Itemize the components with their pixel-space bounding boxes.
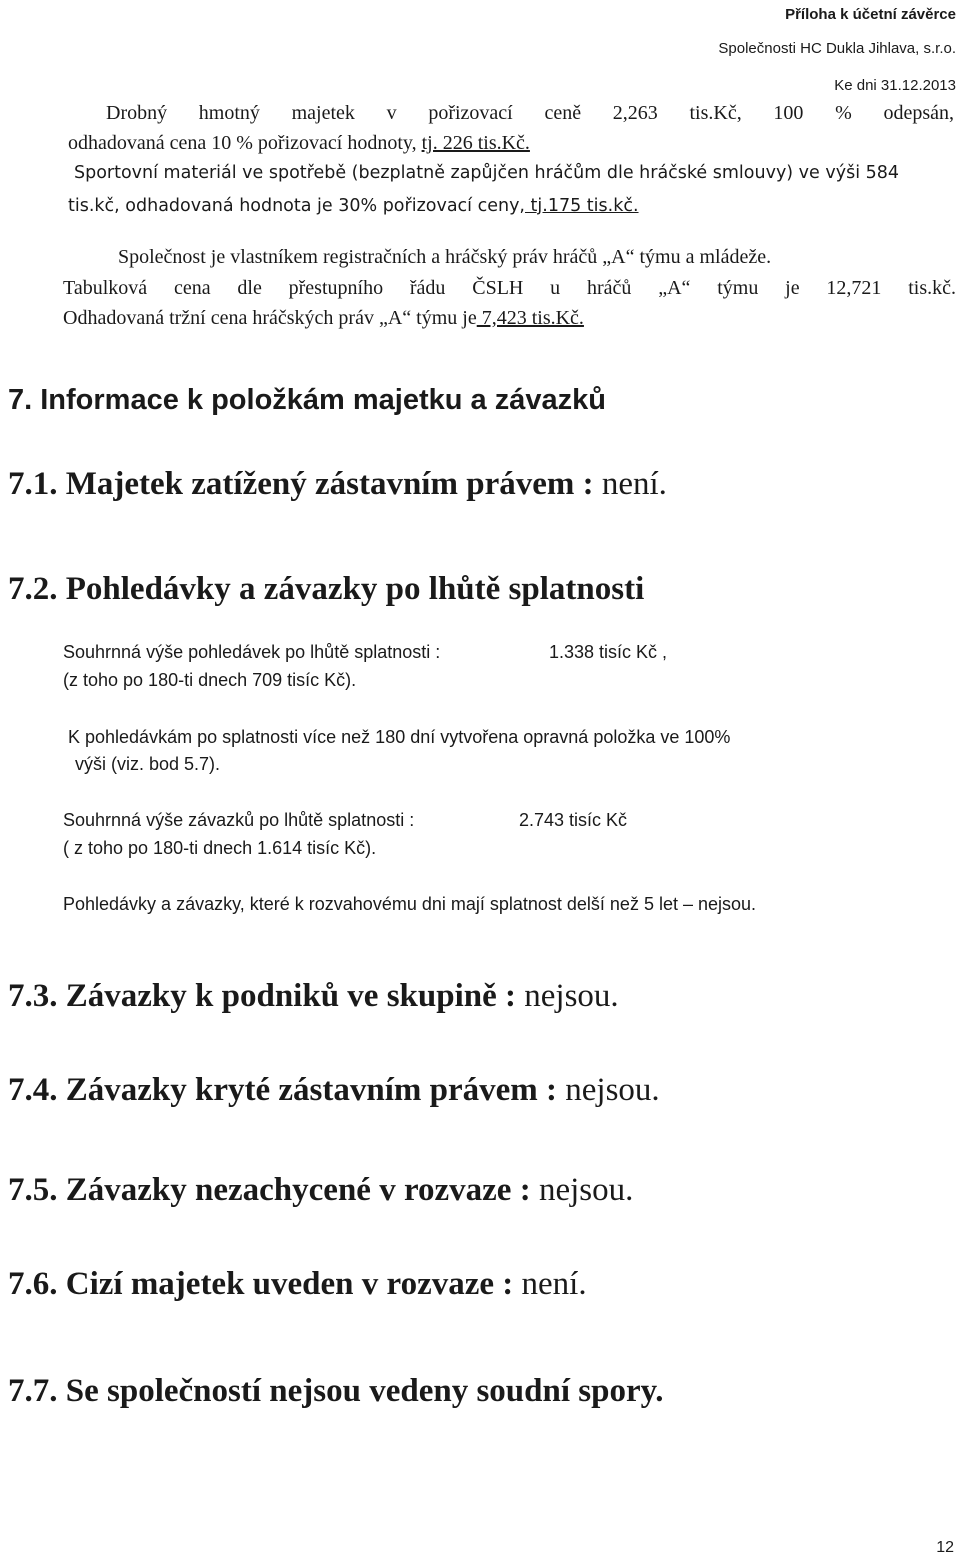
- s76-value: není.: [521, 1266, 587, 1302]
- drobny-line2-b: tj. 226 tis.Kč.: [421, 132, 530, 154]
- s75-heading: [8, 1172, 633, 1209]
- s72-heading: [8, 571, 644, 608]
- s72-zav-value: 2.743 tisíc Kč: [519, 810, 628, 830]
- header-title: Příloha k účetní závěrce: [785, 6, 956, 23]
- s72-label: 7.2. Pohledávky a závazky po lhůtě splatnosti: [8, 571, 645, 607]
- prava-line3: [63, 307, 584, 330]
- s72-zav-sub: ( z toho po 180-ti dnech 1.614 tisíc Kč).: [63, 838, 377, 858]
- s75-value: nejsou.: [538, 1172, 634, 1208]
- s76-heading: [8, 1266, 587, 1303]
- prava-line2: Tabulková cena dle přestupního řádu ČSLH u hráčů „A“ týmu je 12,721 tis.kč.: [63, 277, 956, 299]
- page-number: 12: [936, 1539, 954, 1556]
- s74-value: nejsou.: [565, 1072, 660, 1108]
- s75-label: 7.5. Závazky nezachycené v rozvaze :: [8, 1172, 539, 1208]
- s72-pohl-label: Souhrnná výše pohledávek po lhůtě splatnosti :: [63, 642, 441, 662]
- prava-line3-a: Odhadovaná tržní cena hráčských práv „A“ týmu je: [63, 307, 477, 329]
- s73-value: nejsou.: [524, 978, 619, 1014]
- s74-label: 7.4. Závazky kryté zástavním právem :: [8, 1072, 566, 1108]
- s72-zav-label: Souhrnná výše závazků po lhůtě splatnosti :: [63, 810, 415, 830]
- header-company: Společnosti HC Dukla Jihlava, s.r.o.: [718, 40, 956, 57]
- sportovni-line2-b: tj.175 tis.kč.: [524, 196, 639, 216]
- s73-heading: [8, 978, 619, 1015]
- header-date: Ke dni 31.12.2013: [834, 77, 956, 94]
- section7-title: 7. Informace k položkám majetku a závazků: [8, 384, 606, 416]
- s77-heading: [8, 1373, 664, 1410]
- drobny-line2-a: odhadovaná cena 10 % pořizovací hodnoty,: [68, 132, 422, 154]
- sportovni-line2: [68, 196, 639, 216]
- sportovni-line2-a: tis.kč, odhadovaná hodnota je 30% pořizovací ceny,: [68, 196, 525, 216]
- drobny-line2: [68, 132, 530, 155]
- s72-pohl-value: 1.338 tisíc Kč ,: [549, 642, 668, 662]
- sportovni-line1: Sportovní materiál ve spotřebě (bezplatně zapůjčen hráčům dle hráčské smlouvy) ve výši 584: [74, 163, 900, 183]
- s72-nad5: Pohledávky a závazky, které k rozvahovému dni mají splatnost delší než 5 let – nejsou.: [63, 894, 757, 914]
- s76-label: 7.6. Cizí majetek uveden v rozvaze :: [8, 1266, 522, 1302]
- s71-heading: [8, 466, 667, 503]
- s71-label: 7.1. Majetek zatížený zástavním právem :: [8, 466, 602, 502]
- drobny-line1: Drobný hmotný majetek v pořizovací ceně 2,263 tis.Kč, 100 % odepsán,: [106, 102, 954, 124]
- s72-opravna-line2: výši (viz. bod 5.7).: [75, 754, 221, 774]
- s71-value: není.: [601, 466, 667, 502]
- prava-line1: Společnost je vlastníkem registračních a hráčský práv hráčů „A“ týmu a mládeže.: [118, 246, 772, 268]
- prava-line3-b: 7,423 tis.Kč.: [476, 307, 584, 329]
- s72-pohl-sub: (z toho po 180-ti dnech 709 tisíc Kč).: [63, 670, 357, 690]
- s73-label: 7.3. Závazky k podniků ve skupině :: [8, 978, 525, 1014]
- s74-heading: [8, 1072, 660, 1109]
- s77-label: 7.7. Se společností nejsou vedeny soudní spory.: [8, 1373, 664, 1409]
- s72-opravna-line1: K pohledávkám po splatnosti více než 180 dní vytvořena opravná položka ve 100%: [68, 727, 731, 747]
